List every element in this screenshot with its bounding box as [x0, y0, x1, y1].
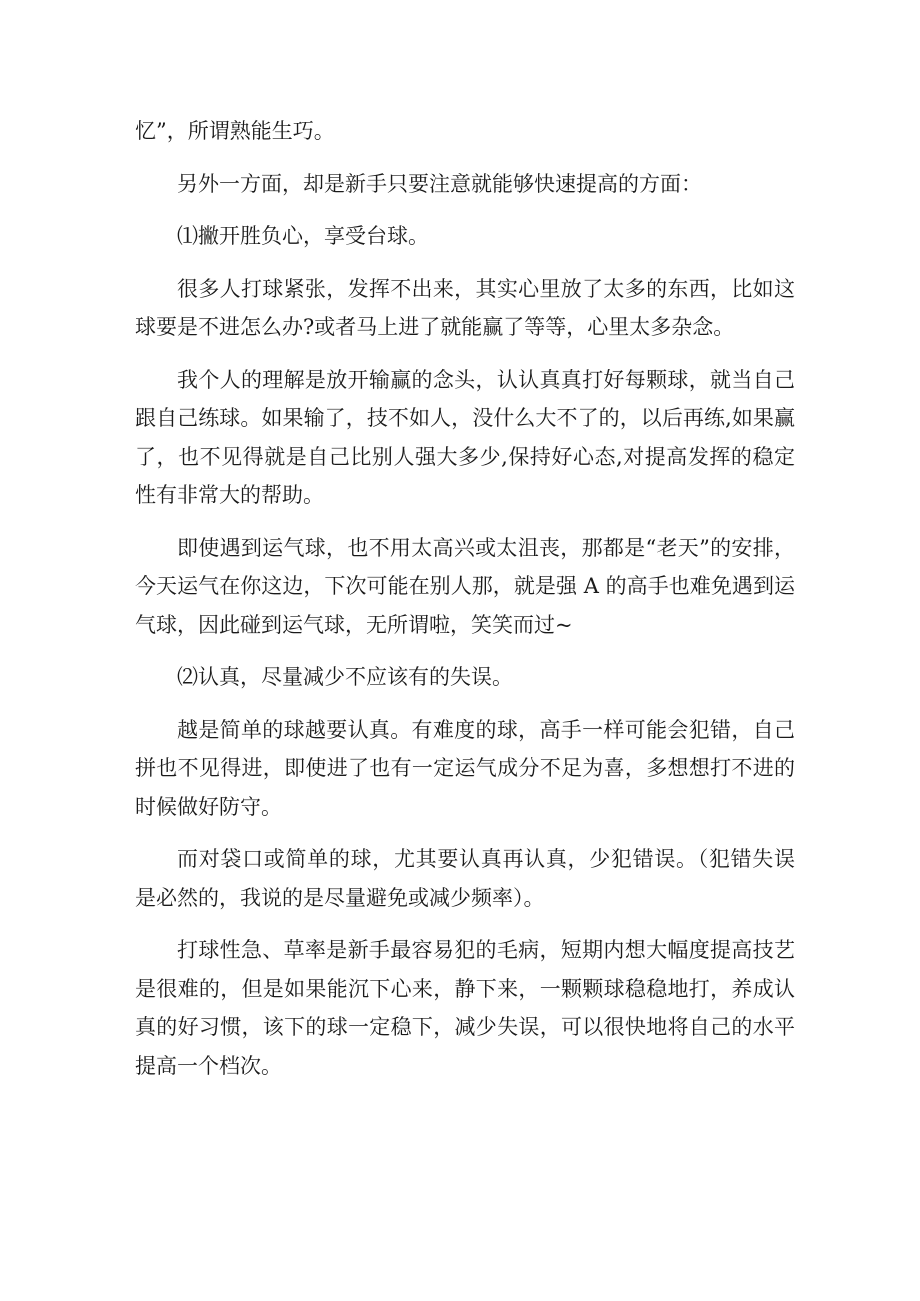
paragraph: 即使遇到运气球，也不用太高兴或太沮丧，那都是“老天”的安排，今天运气在你这边，下次可能在别人那，就是强 A 的高手也难免遇到运气球，因此碰到运气球，无所谓啦，笑笑而过~ — [135, 535, 795, 637]
section-heading-2: ⑵认真，尽量减少不应该有的失误。 — [177, 665, 513, 689]
paragraph-continuation: 忆”，所谓熟能生巧。 — [135, 119, 335, 143]
paragraph: 很多人打球紧张，发挥不出来，其实心里放了太多的东西，比如这球要是不进怎么办?或者马上进了就能赢了等等，心里太多杂念。 — [135, 276, 795, 339]
paragraph: 而对袋口或简单的球，尤其要认真再认真，少犯错误。（犯错失误是必然的，我说的是尽量避免或减少频率）。 — [135, 847, 795, 910]
paragraph-intro: 另外一方面，却是新手只要注意就能够快速提高的方面： — [177, 171, 702, 196]
document-body — [135, 112, 795, 1099]
paragraph: 打球性急、草率是新手最容易犯的毛病，短期内想大幅度提高技艺是很难的，但是如果能沉下心来，静下来，一颗颗球稳稳地打，养成认真的好习惯，该下的球一定稳下，减少失误，可以很快地将自己的水平提高一个档次。 — [135, 938, 795, 1078]
paragraph: 越是简单的球越要认真。有难度的球，高手一样可能会犯错，自己拼也不见得进，即使进了也有一定运气成分不足为喜，多想想打不进的时候做好防守。 — [135, 717, 795, 819]
section-heading-1: ⑴撇开胜负心，享受台球。 — [177, 224, 429, 248]
paragraph: 我个人的理解是放开输赢的念头，认认真真打好每颗球，就当自己跟自己练球。如果输了，技不如人，没什么大不了的，以后再练,如果赢了，也不见得就是自己比别人强大多少,保持好心态,对提高发挥的稳定性有非常大的帮助。 — [135, 367, 795, 507]
